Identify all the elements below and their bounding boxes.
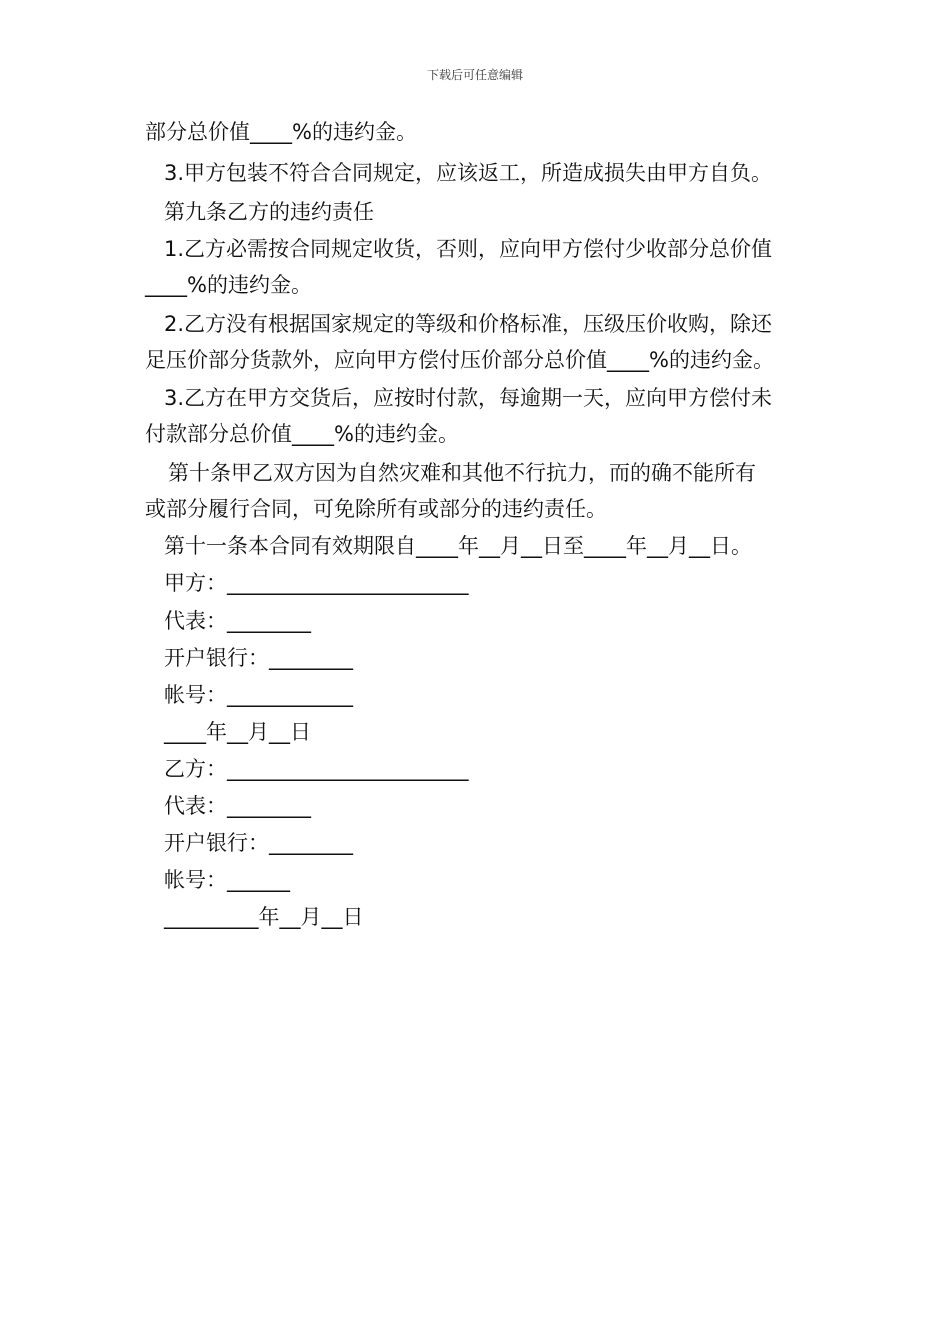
party-a-account: 帐号：____________: [164, 683, 353, 707]
party-b-account: 帐号：______: [164, 868, 290, 892]
party-b-representative: 代表：________: [164, 794, 311, 818]
text-line: ____%的违约金。: [145, 273, 312, 297]
party-a-bank: 开户银行：________: [164, 646, 353, 670]
party-b-bank: 开户银行：________: [164, 831, 353, 855]
text-line: 付款部分总价值____%的违约金。: [145, 422, 459, 446]
party-b-date: _________年__月__日: [164, 905, 364, 929]
party-a-field: 甲方：_______________________: [164, 571, 469, 595]
text-line: 3.乙方在甲方交货后，应按时付款，每逾期一天，应向甲方偿付未: [164, 386, 773, 410]
text-line: 部分总价值____%的违约金。: [145, 120, 417, 144]
text-line: 2.乙方没有根据国家规定的等级和价格标准，压级压价收购，除还: [164, 312, 773, 336]
text-line: 1.乙方必需按合同规定收货，否则，应向甲方偿付少收部分总价值: [164, 237, 773, 261]
section-heading: 第十条甲乙双方因为自然灾难和其他不行抗力，而的确不能所有: [168, 461, 756, 485]
party-a-date: ____年__月__日: [164, 720, 311, 744]
text-line: 足压价部分货款外，应向甲方偿付压价部分总价值____%的违约金。: [145, 348, 774, 372]
section-heading: 第九条乙方的违约责任: [164, 200, 374, 224]
text-line: 或部分履行合同，可免除所有或部分的违约责任。: [145, 497, 607, 521]
text-line: 3.甲方包装不符合合同规定，应该返工，所造成损失由甲方自负。: [164, 161, 773, 185]
page-header: 下载后可任意编辑: [426, 68, 523, 82]
section-heading: 第十一条本合同有效期限自____年__月__日至____年__月__日。: [164, 534, 752, 558]
party-a-representative: 代表：________: [164, 609, 311, 633]
party-b-field: 乙方：_______________________: [164, 757, 469, 781]
